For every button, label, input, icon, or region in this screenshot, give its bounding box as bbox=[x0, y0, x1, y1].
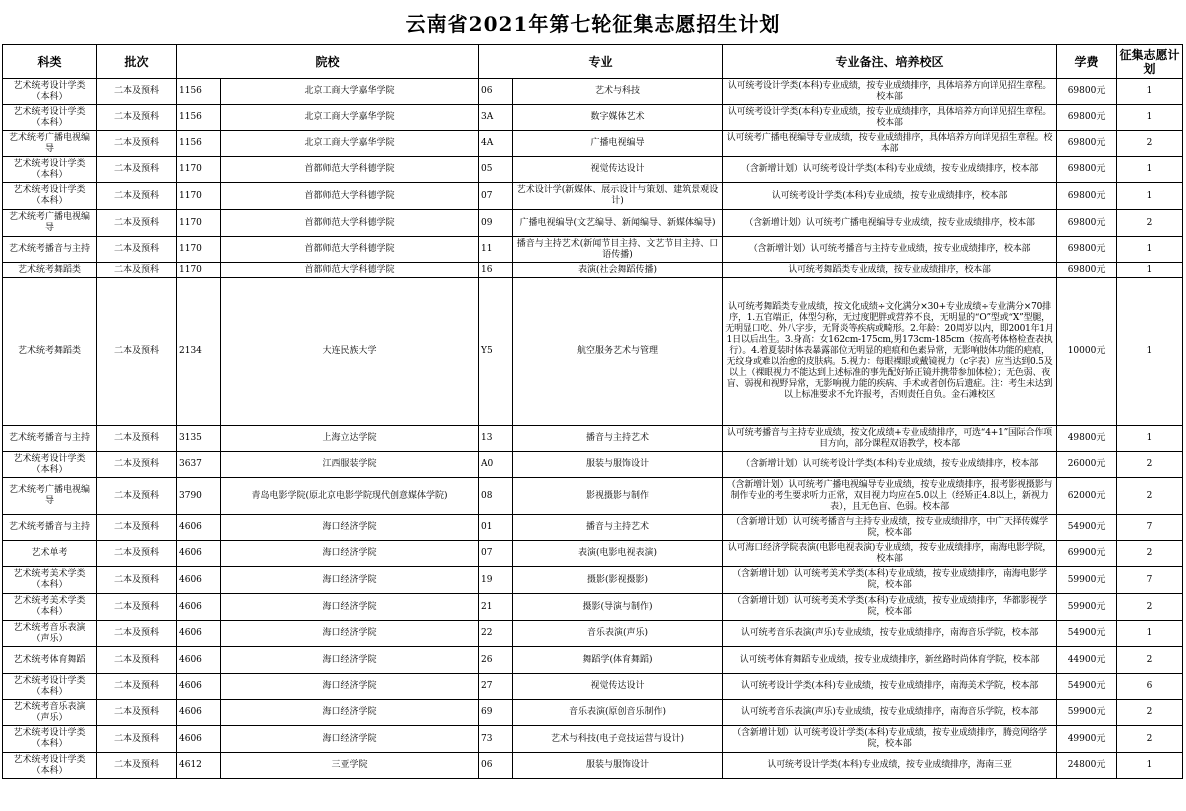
kelei-cell: 艺术统考美术学类（本科） bbox=[3, 567, 97, 594]
school-code-cell: 3135 bbox=[177, 426, 221, 452]
note-cell: （含新增计划）认可统考设计学类(本科)专业成绩，按专业成绩排序，腾竞网络学院，校本部 bbox=[723, 726, 1057, 753]
school-cell: 首都师范大学科德学院 bbox=[221, 237, 479, 263]
table-row bbox=[3, 594, 1183, 621]
note-cell: 认可统考设计学类(本科)专业成绩，按专业成绩排序，具体培养方向详见招生章程。校本部 bbox=[723, 105, 1057, 131]
major-code-cell: A0 bbox=[479, 452, 513, 478]
kelei-cell: 艺术统考播音与主持 bbox=[3, 515, 97, 541]
school-cell: 海口经济学院 bbox=[221, 515, 479, 541]
pici-cell: 二本及预科 bbox=[97, 541, 177, 567]
kelei-cell: 艺术统考设计学类（本科） bbox=[3, 157, 97, 183]
pici-cell: 二本及预科 bbox=[97, 79, 177, 105]
pici-cell: 二本及预科 bbox=[97, 515, 177, 541]
major-code-cell: 26 bbox=[479, 647, 513, 674]
school-code-cell: 1156 bbox=[177, 105, 221, 131]
pici-cell: 二本及预科 bbox=[97, 621, 177, 647]
plan-cell: 1 bbox=[1117, 183, 1183, 210]
pici-cell: 二本及预科 bbox=[97, 278, 177, 426]
pici-cell: 二本及预科 bbox=[97, 426, 177, 452]
note-cell: 认可统考设计学类(本科)专业成绩，按专业成绩排序，校本部 bbox=[723, 183, 1057, 210]
kelei-cell: 艺术统考设计学类（本科） bbox=[3, 79, 97, 105]
header-row bbox=[3, 45, 1183, 79]
fee-cell: 59900元 bbox=[1057, 594, 1117, 621]
school-cell: 首都师范大学科德学院 bbox=[221, 210, 479, 237]
major-cell: 航空服务艺术与管理 bbox=[513, 278, 723, 426]
note-cell: （含新增计划）认可统考播音与主持专业成绩，按专业成绩排序，中广天择传媒学院，校本部 bbox=[723, 515, 1057, 541]
plan-cell: 2 bbox=[1117, 210, 1183, 237]
note-cell: （含新增计划）认可统考设计学类(本科)专业成绩，按专业成绩排序，校本部 bbox=[723, 157, 1057, 183]
school-code-cell: 1156 bbox=[177, 79, 221, 105]
pici-cell: 二本及预科 bbox=[97, 183, 177, 210]
table-row bbox=[3, 541, 1183, 567]
major-cell: 摄影(影视摄影) bbox=[513, 567, 723, 594]
pici-cell: 二本及预科 bbox=[97, 452, 177, 478]
major-code-cell: 4A bbox=[479, 131, 513, 157]
header-school: 院校 bbox=[177, 45, 479, 79]
table-row bbox=[3, 79, 1183, 105]
kelei-cell: 艺术统考播音与主持 bbox=[3, 426, 97, 452]
school-cell: 上海立达学院 bbox=[221, 426, 479, 452]
major-cell: 艺术设计学(新媒体、展示设计与策划、建筑景观设计) bbox=[513, 183, 723, 210]
table-row bbox=[3, 674, 1183, 700]
major-code-cell: 22 bbox=[479, 621, 513, 647]
kelei-cell: 艺术统考设计学类（本科） bbox=[3, 452, 97, 478]
plan-cell: 1 bbox=[1117, 237, 1183, 263]
school-code-cell: 4606 bbox=[177, 674, 221, 700]
school-cell: 首都师范大学科德学院 bbox=[221, 183, 479, 210]
school-cell: 海口经济学院 bbox=[221, 621, 479, 647]
table-row bbox=[3, 263, 1183, 278]
plan-cell: 1 bbox=[1117, 621, 1183, 647]
major-cell: 广播电视编导(文艺编导、新闻编导、新媒体编导) bbox=[513, 210, 723, 237]
table-row bbox=[3, 621, 1183, 647]
fee-cell: 69800元 bbox=[1057, 183, 1117, 210]
table-row bbox=[3, 183, 1183, 210]
major-cell: 表演(电影电视表演) bbox=[513, 541, 723, 567]
fee-cell: 10000元 bbox=[1057, 278, 1117, 426]
fee-cell: 69800元 bbox=[1057, 105, 1117, 131]
plan-cell: 1 bbox=[1117, 753, 1183, 779]
school-cell: 海口经济学院 bbox=[221, 541, 479, 567]
school-code-cell: 4606 bbox=[177, 647, 221, 674]
school-cell: 海口经济学院 bbox=[221, 567, 479, 594]
major-code-cell: 05 bbox=[479, 157, 513, 183]
table-row bbox=[3, 131, 1183, 157]
major-code-cell: 21 bbox=[479, 594, 513, 621]
note-cell: （含新增计划）认可统考播音与主持专业成绩，按专业成绩排序，校本部 bbox=[723, 237, 1057, 263]
pici-cell: 二本及预科 bbox=[97, 753, 177, 779]
school-cell: 青岛电影学院(原北京电影学院现代创意媒体学院) bbox=[221, 478, 479, 515]
major-cell: 艺术与科技 bbox=[513, 79, 723, 105]
major-cell: 服装与服饰设计 bbox=[513, 452, 723, 478]
kelei-cell: 艺术统考设计学类（本科） bbox=[3, 753, 97, 779]
major-cell: 影视摄影与制作 bbox=[513, 478, 723, 515]
kelei-cell: 艺术统考设计学类（本科） bbox=[3, 674, 97, 700]
school-code-cell: 4606 bbox=[177, 567, 221, 594]
major-code-cell: Y5 bbox=[479, 278, 513, 426]
header-plan: 征集志愿计划 bbox=[1117, 45, 1183, 79]
fee-cell: 54900元 bbox=[1057, 515, 1117, 541]
school-cell: 海口经济学院 bbox=[221, 674, 479, 700]
note-cell: 认可统考音乐表演(声乐)专业成绩，按专业成绩排序，南海音乐学院，校本部 bbox=[723, 621, 1057, 647]
major-code-cell: 11 bbox=[479, 237, 513, 263]
school-cell: 北京工商大学嘉华学院 bbox=[221, 131, 479, 157]
note-cell: （含新增计划）认可统考广播电视编导专业成绩，按专业成绩排序，校本部 bbox=[723, 210, 1057, 237]
plan-cell: 2 bbox=[1117, 647, 1183, 674]
school-cell: 首都师范大学科德学院 bbox=[221, 263, 479, 278]
fee-cell: 69800元 bbox=[1057, 237, 1117, 263]
kelei-cell: 艺术统考播音与主持 bbox=[3, 237, 97, 263]
school-code-cell: 1170 bbox=[177, 263, 221, 278]
major-cell: 服装与服饰设计 bbox=[513, 753, 723, 779]
note-cell: （含新增计划）认可统考美术学类(本科)专业成绩，按专业成绩排序，南海电影学院，校本部 bbox=[723, 567, 1057, 594]
school-cell: 海口经济学院 bbox=[221, 594, 479, 621]
major-cell: 视觉传达设计 bbox=[513, 674, 723, 700]
major-cell: 播音与主持艺术 bbox=[513, 515, 723, 541]
major-code-cell: 06 bbox=[479, 753, 513, 779]
fee-cell: 69900元 bbox=[1057, 541, 1117, 567]
school-code-cell: 4606 bbox=[177, 621, 221, 647]
major-cell: 表演(社会舞蹈传播) bbox=[513, 263, 723, 278]
plan-cell: 1 bbox=[1117, 79, 1183, 105]
school-code-cell: 1170 bbox=[177, 183, 221, 210]
kelei-cell: 艺术统考广播电视编导 bbox=[3, 478, 97, 515]
school-code-cell: 3637 bbox=[177, 452, 221, 478]
header-major: 专业 bbox=[479, 45, 723, 79]
fee-cell: 44900元 bbox=[1057, 647, 1117, 674]
note-cell: 认可统考播音与主持专业成绩，按文化成绩+专业成绩排序，可选“4+1”国际合作项目方向，部分课程双语教学，校本部 bbox=[723, 426, 1057, 452]
plan-cell: 1 bbox=[1117, 426, 1183, 452]
table-row bbox=[3, 478, 1183, 515]
kelei-cell: 艺术统考音乐表演（声乐） bbox=[3, 621, 97, 647]
fee-cell: 26000元 bbox=[1057, 452, 1117, 478]
major-cell: 摄影(导演与制作) bbox=[513, 594, 723, 621]
kelei-cell: 艺术统考设计学类（本科） bbox=[3, 726, 97, 753]
pici-cell: 二本及预科 bbox=[97, 157, 177, 183]
fee-cell: 54900元 bbox=[1057, 674, 1117, 700]
fee-cell: 69800元 bbox=[1057, 79, 1117, 105]
major-code-cell: 13 bbox=[479, 426, 513, 452]
pici-cell: 二本及预科 bbox=[97, 700, 177, 726]
pici-cell: 二本及预科 bbox=[97, 726, 177, 753]
header-pici: 批次 bbox=[97, 45, 177, 79]
pici-cell: 二本及预科 bbox=[97, 263, 177, 278]
major-cell: 播音与主持艺术(新闻节目主持、文艺节目主持、口语传播) bbox=[513, 237, 723, 263]
major-cell: 艺术与科技(电子竞技运营与设计) bbox=[513, 726, 723, 753]
major-cell: 视觉传达设计 bbox=[513, 157, 723, 183]
major-code-cell: 19 bbox=[479, 567, 513, 594]
major-cell: 数字媒体艺术 bbox=[513, 105, 723, 131]
plan-cell: 6 bbox=[1117, 674, 1183, 700]
school-cell: 北京工商大学嘉华学院 bbox=[221, 79, 479, 105]
kelei-cell: 艺术统考舞蹈类 bbox=[3, 263, 97, 278]
kelei-cell: 艺术统考广播电视编导 bbox=[3, 131, 97, 157]
fee-cell: 59900元 bbox=[1057, 567, 1117, 594]
major-code-cell: 06 bbox=[479, 79, 513, 105]
kelei-cell: 艺术统考广播电视编导 bbox=[3, 210, 97, 237]
major-cell: 舞蹈学(体育舞蹈) bbox=[513, 647, 723, 674]
plan-cell: 7 bbox=[1117, 567, 1183, 594]
major-code-cell: 16 bbox=[479, 263, 513, 278]
note-cell: （含新增计划）认可统考设计学类(本科)专业成绩，按专业成绩排序，校本部 bbox=[723, 452, 1057, 478]
major-code-cell: 07 bbox=[479, 183, 513, 210]
note-cell: 认可统考舞蹈类专业成绩，按专业成绩排序，校本部 bbox=[723, 263, 1057, 278]
major-code-cell: 09 bbox=[479, 210, 513, 237]
school-code-cell: 3790 bbox=[177, 478, 221, 515]
kelei-cell: 艺术统考舞蹈类 bbox=[3, 278, 97, 426]
header-fee: 学费 bbox=[1057, 45, 1117, 79]
plan-cell: 2 bbox=[1117, 131, 1183, 157]
plan-cell: 2 bbox=[1117, 700, 1183, 726]
table-row bbox=[3, 278, 1183, 426]
school-code-cell: 2134 bbox=[177, 278, 221, 426]
major-cell: 音乐表演(声乐) bbox=[513, 621, 723, 647]
table-row bbox=[3, 105, 1183, 131]
pici-cell: 二本及预科 bbox=[97, 478, 177, 515]
fee-cell: 69800元 bbox=[1057, 210, 1117, 237]
note-cell: 认可统考设计学类(本科)专业成绩，按专业成绩排序，具体培养方向详见招生章程。校本部 bbox=[723, 79, 1057, 105]
fee-cell: 69800元 bbox=[1057, 157, 1117, 183]
plan-cell: 1 bbox=[1117, 157, 1183, 183]
kelei-cell: 艺术统考设计学类（本科） bbox=[3, 183, 97, 210]
fee-cell: 24800元 bbox=[1057, 753, 1117, 779]
major-code-cell: 73 bbox=[479, 726, 513, 753]
table-row bbox=[3, 426, 1183, 452]
school-code-cell: 4606 bbox=[177, 726, 221, 753]
plan-cell: 2 bbox=[1117, 726, 1183, 753]
school-code-cell: 4606 bbox=[177, 700, 221, 726]
plan-cell: 1 bbox=[1117, 105, 1183, 131]
major-code-cell: 27 bbox=[479, 674, 513, 700]
school-code-cell: 4606 bbox=[177, 541, 221, 567]
major-code-cell: 01 bbox=[479, 515, 513, 541]
plan-cell: 7 bbox=[1117, 515, 1183, 541]
table-row bbox=[3, 700, 1183, 726]
table-row bbox=[3, 753, 1183, 779]
pici-cell: 二本及预科 bbox=[97, 131, 177, 157]
kelei-cell: 艺术统考美术学类（本科） bbox=[3, 594, 97, 621]
school-code-cell: 1156 bbox=[177, 131, 221, 157]
note-cell: 认可统考设计学类(本科)专业成绩，按专业成绩排序，海南三亚 bbox=[723, 753, 1057, 779]
school-cell: 海口经济学院 bbox=[221, 647, 479, 674]
major-code-cell: 07 bbox=[479, 541, 513, 567]
plan-cell: 2 bbox=[1117, 478, 1183, 515]
school-code-cell: 4606 bbox=[177, 594, 221, 621]
pici-cell: 二本及预科 bbox=[97, 105, 177, 131]
fee-cell: 69800元 bbox=[1057, 263, 1117, 278]
pici-cell: 二本及预科 bbox=[97, 567, 177, 594]
table-row bbox=[3, 157, 1183, 183]
enrollment-plan-table bbox=[2, 44, 1183, 779]
school-code-cell: 1170 bbox=[177, 157, 221, 183]
major-cell: 音乐表演(原创音乐制作) bbox=[513, 700, 723, 726]
major-cell: 播音与主持艺术 bbox=[513, 426, 723, 452]
kelei-cell: 艺术统考体育舞蹈 bbox=[3, 647, 97, 674]
kelei-cell: 艺术统考设计学类（本科） bbox=[3, 105, 97, 131]
fee-cell: 49900元 bbox=[1057, 726, 1117, 753]
school-cell: 海口经济学院 bbox=[221, 726, 479, 753]
note-cell: 认可统考设计学类(本科)专业成绩，按专业成绩排序，南海美术学院，校本部 bbox=[723, 674, 1057, 700]
plan-cell: 2 bbox=[1117, 594, 1183, 621]
table-row bbox=[3, 515, 1183, 541]
fee-cell: 62000元 bbox=[1057, 478, 1117, 515]
fee-cell: 69800元 bbox=[1057, 131, 1117, 157]
note-cell: 认可统考体育舞蹈专业成绩，按专业成绩排序，新丝路时尚体育学院，校本部 bbox=[723, 647, 1057, 674]
plan-cell: 2 bbox=[1117, 452, 1183, 478]
school-cell: 大连民族大学 bbox=[221, 278, 479, 426]
school-code-cell: 1170 bbox=[177, 210, 221, 237]
pici-cell: 二本及预科 bbox=[97, 210, 177, 237]
pici-cell: 二本及预科 bbox=[97, 237, 177, 263]
table-row bbox=[3, 452, 1183, 478]
major-code-cell: 3A bbox=[479, 105, 513, 131]
major-code-cell: 08 bbox=[479, 478, 513, 515]
school-cell: 海口经济学院 bbox=[221, 700, 479, 726]
fee-cell: 49800元 bbox=[1057, 426, 1117, 452]
kelei-cell: 艺术统考音乐表演（声乐） bbox=[3, 700, 97, 726]
table-row bbox=[3, 726, 1183, 753]
header-note: 专业备注、培养校区 bbox=[723, 45, 1057, 79]
table-body bbox=[3, 79, 1183, 779]
plan-cell: 1 bbox=[1117, 278, 1183, 426]
plan-cell: 2 bbox=[1117, 541, 1183, 567]
school-cell: 北京工商大学嘉华学院 bbox=[221, 105, 479, 131]
fee-cell: 54900元 bbox=[1057, 621, 1117, 647]
kelei-cell: 艺术单考 bbox=[3, 541, 97, 567]
table-row bbox=[3, 237, 1183, 263]
school-cell: 首都师范大学科德学院 bbox=[221, 157, 479, 183]
pici-cell: 二本及预科 bbox=[97, 594, 177, 621]
table-row bbox=[3, 647, 1183, 674]
major-code-cell: 69 bbox=[479, 700, 513, 726]
page-title: 云南省2021年第七轮征集志愿招生计划 bbox=[405, 12, 781, 36]
school-cell: 三亚学院 bbox=[221, 753, 479, 779]
school-code-cell: 4606 bbox=[177, 515, 221, 541]
note-cell: 认可海口经济学院表演(电影电视表演)专业成绩，按专业成绩排序，南海电影学院，校本部 bbox=[723, 541, 1057, 567]
note-cell: （含新增计划）认可统考美术学类(本科)专业成绩，按专业成绩排序，华都影视学院，校本部 bbox=[723, 594, 1057, 621]
fee-cell: 59900元 bbox=[1057, 700, 1117, 726]
table-row bbox=[3, 210, 1183, 237]
note-cell: 认可统考广播电视编导专业成绩，按专业成绩排序，具体培养方向详见招生章程。校本部 bbox=[723, 131, 1057, 157]
header-kelei: 科类 bbox=[3, 45, 97, 79]
table-row bbox=[3, 567, 1183, 594]
school-cell: 江西服装学院 bbox=[221, 452, 479, 478]
school-code-cell: 4612 bbox=[177, 753, 221, 779]
plan-cell: 1 bbox=[1117, 263, 1183, 278]
note-cell: 认可统考音乐表演(声乐)专业成绩，按专业成绩排序，南海音乐学院，校本部 bbox=[723, 700, 1057, 726]
pici-cell: 二本及预科 bbox=[97, 674, 177, 700]
note-cell: 认可统考舞蹈类专业成绩，按文化成绩÷文化满分×30+专业成绩÷专业满分×70排序，1.五官端正，体型匀称，无过度肥胖或营养不良，无明显的“O”型或“X”型腿，无明显口吃、外八字步，无肾炎等疾病或畸形。2.年龄：20周岁以内，即2001年1月1日以后出生。3.身高：女162cm-175cm,男173cm-185cm（按高考体格检查表执行）。4.着夏装时体表暴露部位无明显的疤痕和色素异常，无影响肢体功能的疤痕，无纹身或难以治愈的皮肤病。5.视力：每眼裸眼或戴镜视力（c字表）应当达到0.5及以上（裸眼视力不能达到上述标准的事先配好矫正镜并携带参加体检）；无色弱、夜盲、弱视和视野异常，无影响视力能的疾病、手术或者创伤后遗症。注：考生未达到以上标准要求不允许报考，否则责任自负。金石滩校区 bbox=[723, 278, 1057, 426]
pici-cell: 二本及预科 bbox=[97, 647, 177, 674]
school-code-cell: 1170 bbox=[177, 237, 221, 263]
note-cell: （含新增计划）认可统考广播电视编导专业成绩，按专业成绩排序，报考影视摄影与制作专业的考生要求听力正常，双目视力均应在5.0以上（经矫正4.8以上，新视力表），且无色盲、色弱。校本部 bbox=[723, 478, 1057, 515]
major-cell: 广播电视编导 bbox=[513, 131, 723, 157]
